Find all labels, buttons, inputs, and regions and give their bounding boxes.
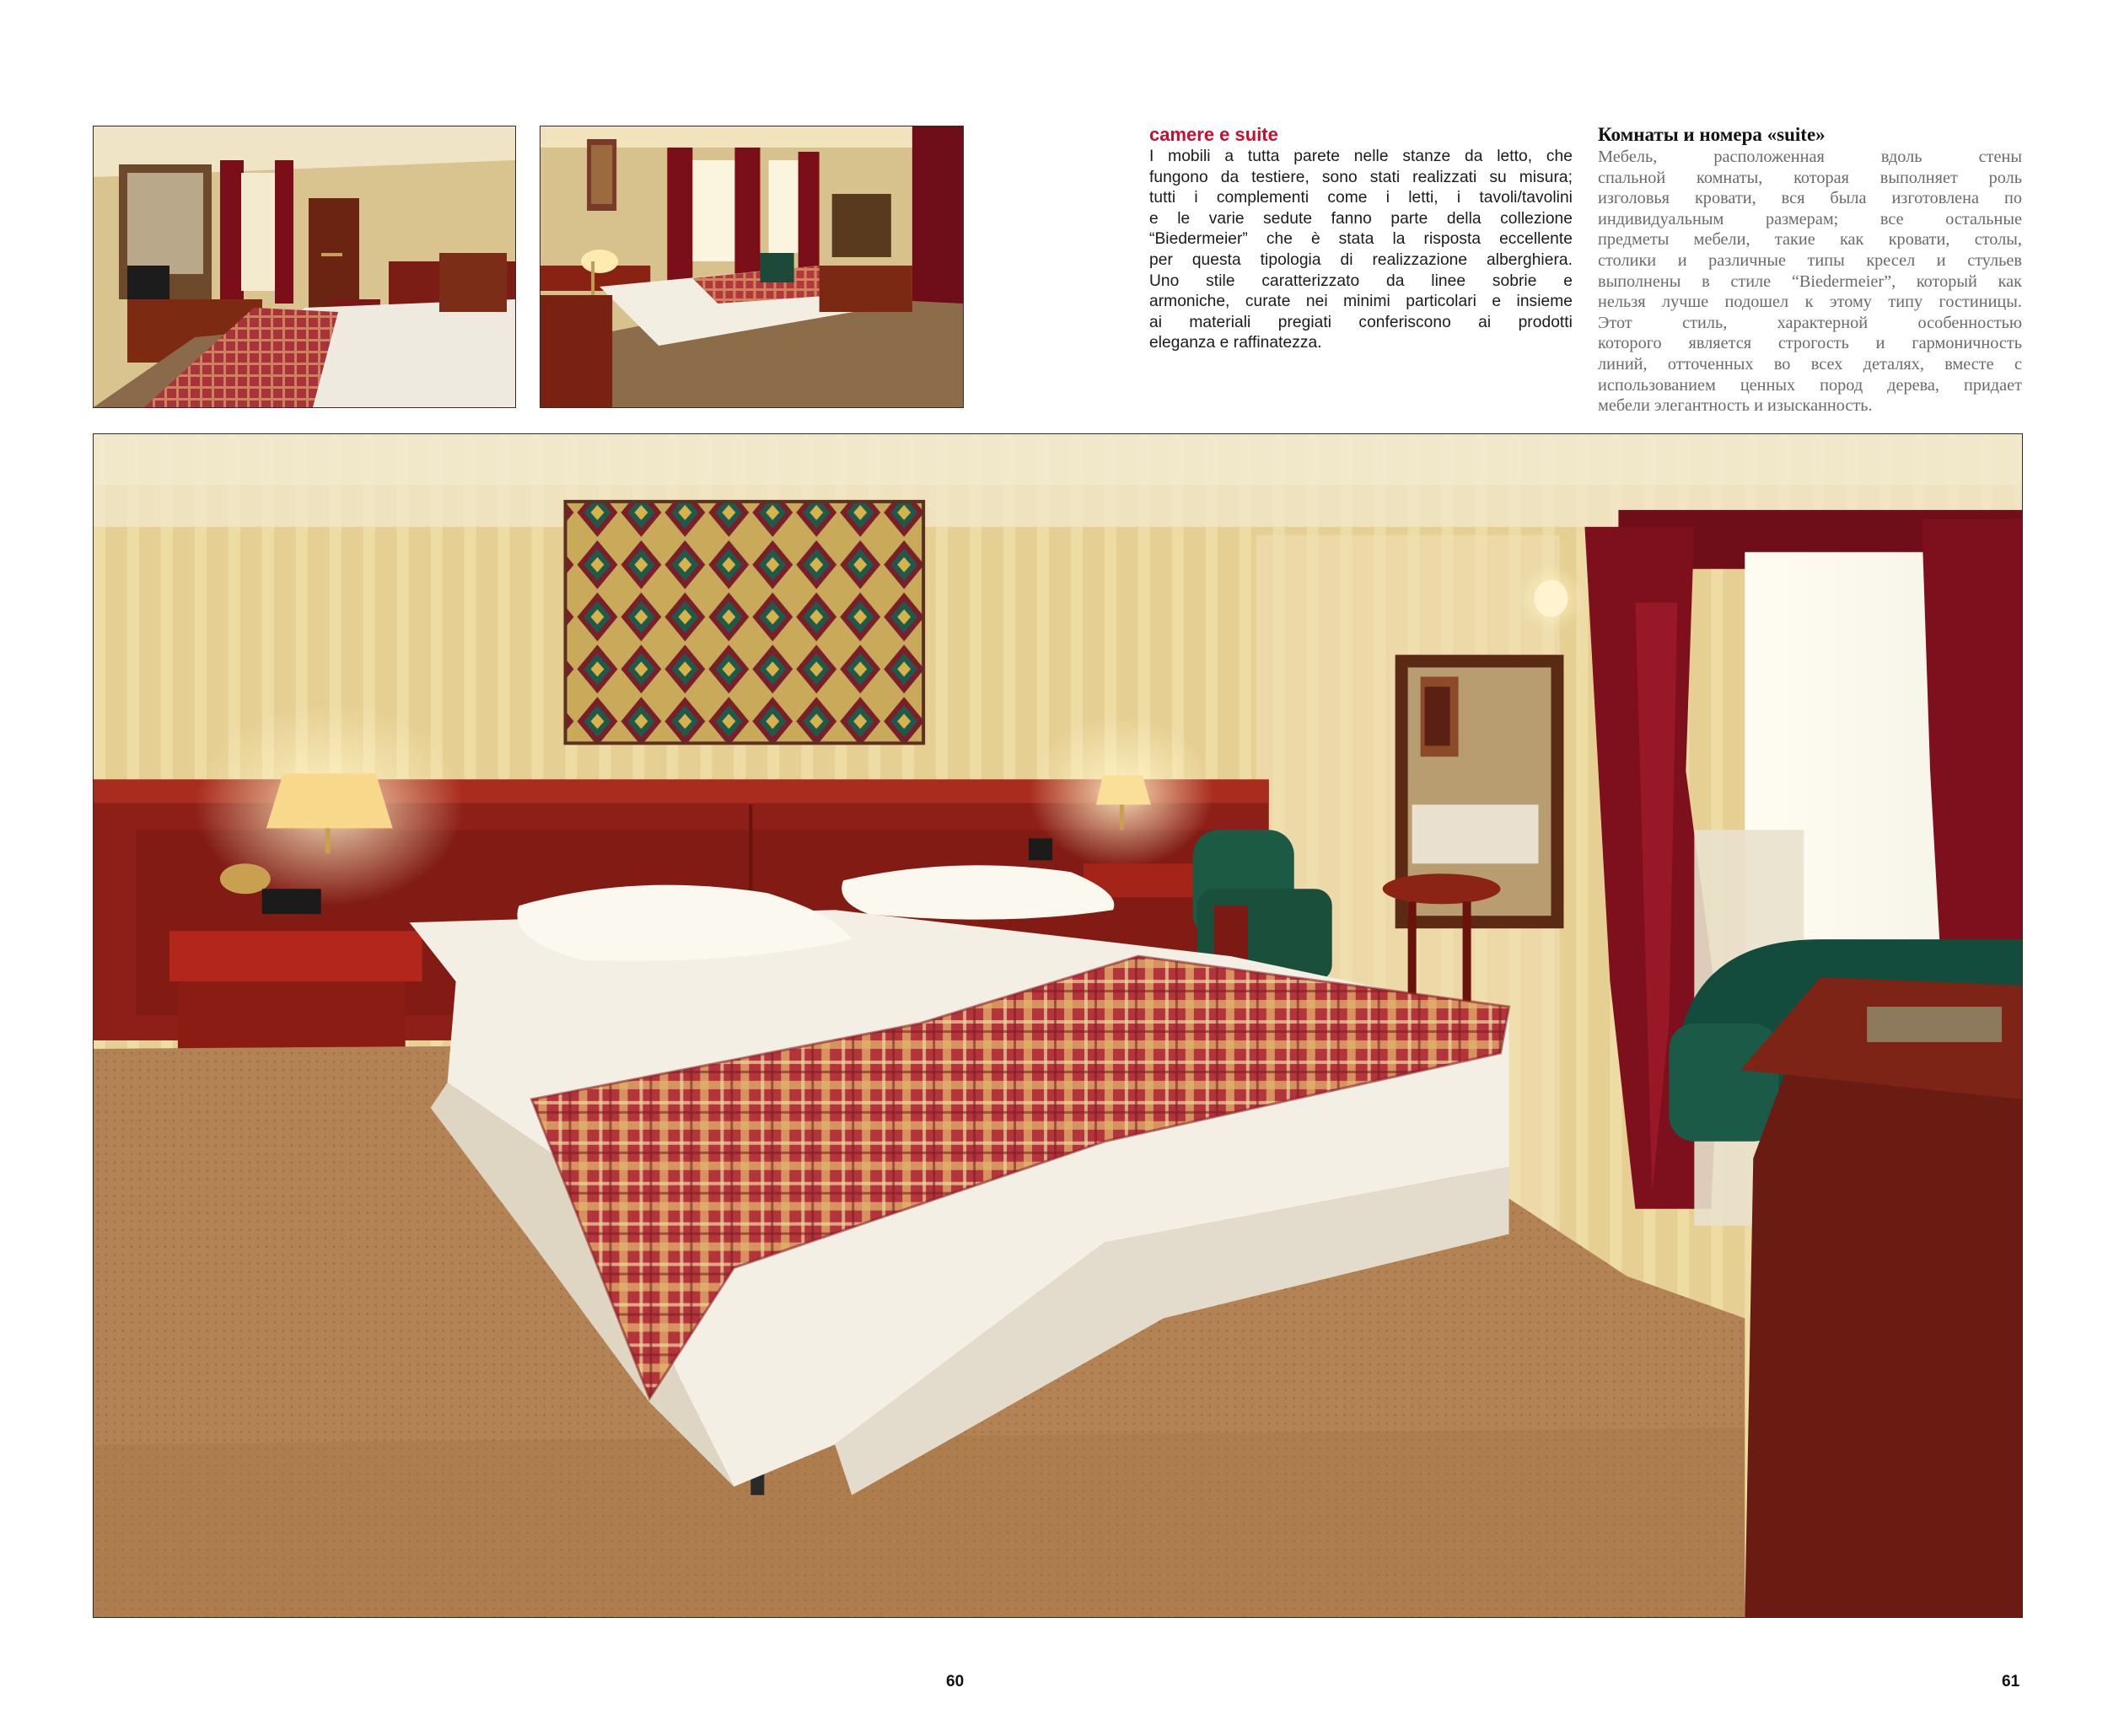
italian-paragraph (1149, 147, 1573, 354)
russian-line: изголовья кровати, вся была изготовлена по (1598, 189, 2022, 208)
italian-line: tutti i complementi come i letti, i tavoli/tavolini (1149, 189, 1573, 207)
italian-line: fungono da testiere, sono stati realizzati su misura; (1149, 168, 1573, 186)
russian-line: спальной комнаты, которая выполняет роль (1598, 168, 2022, 187)
russian-line: предметы мебели, такие как кровати, столы, (1598, 230, 2022, 250)
russian-section-title: Комнаты и номера «suite» (1598, 124, 1826, 145)
italian-line: I mobili a tutta parete nelle stanze da letto, che (1149, 148, 1573, 165)
room-photo-thumbnail-1 (93, 126, 516, 408)
russian-line: столики и различные типы кресел и стульев (1598, 250, 2022, 270)
italian-line: per questa tipologia di realizzazione alberghiera. (1149, 250, 1573, 269)
italian-line: e le varie sedute fanno parte della collezione (1149, 209, 1573, 228)
russian-text-column (1598, 123, 2022, 417)
italian-text-column (1149, 123, 1573, 354)
page-number-right: 61 (2002, 1673, 2020, 1690)
italian-section-title: camere e suite (1149, 124, 1278, 145)
main-room-photo (93, 433, 2023, 1618)
italian-line: armoniche, curate nei minimi particolari e insieme (1149, 293, 1573, 311)
russian-line: индивидуальным размерам; все остальные (1598, 209, 2022, 228)
russian-line: Этот стиль, характерной особенностью (1598, 313, 2022, 332)
italian-line: Uno stile caratterizzato da linee sobrie e (1149, 271, 1573, 290)
italian-line: “Biedermeier” che è stata la risposta eccellente (1149, 230, 1573, 249)
russian-line: мебели элегантность и изысканность. (1598, 396, 1873, 416)
russian-line: линий, отточенных во всех деталях, вместе с (1598, 354, 2022, 374)
room-photo-thumbnail-2 (540, 126, 964, 408)
russian-paragraph (1598, 147, 2022, 417)
russian-line: выполнены в стиле “Biedermeier”, который как (1598, 271, 2022, 291)
russian-line: нельзя лучше подошел к этому типу гостиницы. (1598, 293, 2022, 312)
russian-line: которого является строгость и гармоничность (1598, 334, 2022, 353)
italian-line: ai materiali pregiati conferiscono ai prodotti (1149, 313, 1573, 331)
russian-line: использованием ценных пород дерева, придает (1598, 375, 2022, 395)
page-number-left: 60 (946, 1673, 965, 1690)
russian-line: Мебель, расположенная вдоль стены (1598, 148, 2022, 166)
italian-line: eleganza e raffinatezza. (1149, 334, 1322, 352)
